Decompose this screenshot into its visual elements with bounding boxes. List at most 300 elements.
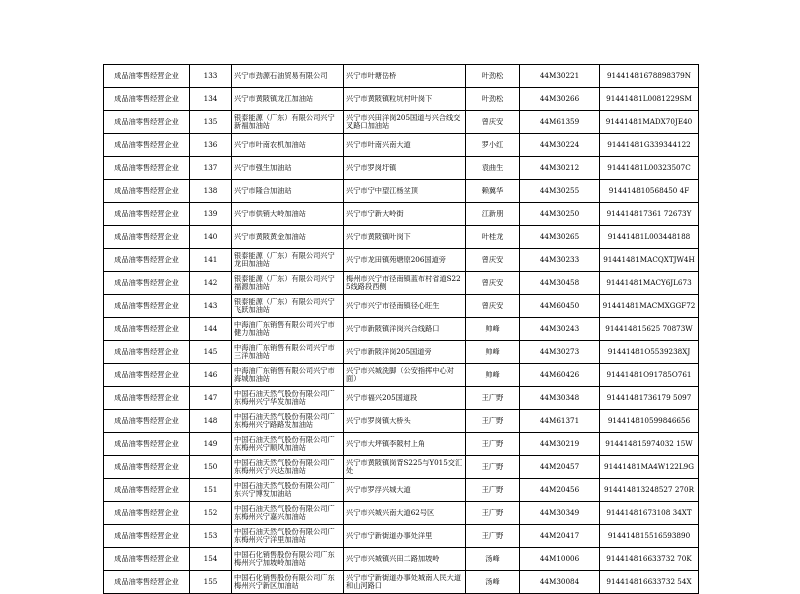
address-cell [344,226,466,249]
license-cell [520,341,600,364]
address-cell [344,387,466,410]
license-cell [520,134,600,157]
category-text: 成品油零售经营企业 [114,371,179,379]
person-text: 王广野 [481,417,504,425]
person-text: 王广野 [481,440,504,448]
person-text: 王广野 [481,509,504,517]
credit-code-text: 914414815974032 15W [605,440,693,448]
index-text: 147 [203,394,218,402]
license-text: 44M30348 [539,394,580,402]
company-name-cell [232,157,344,180]
company-name-cell [232,65,344,88]
category-text: 成品油零售经营企业 [114,210,179,218]
credit-code-text: 914414816633732 70K [606,555,692,563]
address-text: 兴宁市罗岗镇大桥头 [346,417,411,425]
company-name-text: 中海油广东销售有限公司兴宁市海城加油站 [234,367,335,383]
company-name-text: 兴宁市劲源石油贸易有限公司 [234,72,328,80]
company-name-cell [232,525,344,548]
address-text: 兴宁市罗岗圩镇 [346,164,397,172]
table-row [104,548,699,571]
license-text: 44M30224 [539,141,580,149]
table-row [104,203,699,226]
credit-code-cell [600,525,699,548]
category-text: 成品油零售经营企业 [114,279,179,287]
license-cell [520,226,600,249]
index-cell [190,249,232,272]
credit-code-cell [600,203,699,226]
license-text: 44M10006 [539,555,580,563]
person-cell [466,479,520,502]
company-name-text: 银泰能源（广东）有限公司兴宁龙田加油站 [234,252,335,268]
address-text: 兴宁市兴城兴南大道62号区 [346,509,435,517]
company-name-cell [232,318,344,341]
category-cell [104,134,190,157]
credit-code-cell [600,341,699,364]
address-text: 兴宁市黄陂镇粒坑村叶岗下 [346,95,433,103]
address-cell [344,571,466,594]
category-cell [104,548,190,571]
credit-code-cell [600,364,699,387]
index-text: 145 [203,348,218,356]
person-cell [466,65,520,88]
category-cell [104,157,190,180]
credit-code-cell [600,249,699,272]
category-text: 成品油零售经营企业 [114,187,179,195]
index-text: 143 [203,302,218,310]
credit-code-text: 91441481678898379N [606,72,692,80]
address-text: 兴宁市叶南兴南大道 [346,141,411,149]
license-text: 44M30265 [539,233,580,241]
person-text: 帅峰 [485,325,500,333]
address-cell [344,502,466,525]
credit-code-text: 91441481MACMXGGF72 [602,302,696,310]
table-row [104,433,699,456]
company-name-cell [232,203,344,226]
license-cell [520,387,600,410]
address-text: 兴宁市宁新街道办事处洋里 [346,532,433,540]
credit-code-text: 914414810599846656 [607,417,691,425]
index-text: 149 [203,440,218,448]
license-text: 44M30233 [539,256,580,264]
category-cell [104,88,190,111]
address-text: 兴宁市龙田镇苑塘原206国道旁 [346,256,446,264]
license-cell [520,456,600,479]
credit-code-cell [600,479,699,502]
company-name-text: 中海油广东销售有限公司兴宁市三洋加油站 [234,344,335,360]
license-cell [520,502,600,525]
license-cell [520,180,600,203]
person-cell [466,525,520,548]
category-text: 成品油零售经营企业 [114,532,179,540]
license-cell [520,410,600,433]
index-text: 142 [203,279,218,287]
company-name-text: 中国石油天然气股份有限公司广东梅州兴宁路路发加油站 [234,413,335,429]
person-text: 江新朋 [481,210,504,218]
credit-code-text: 91441481MADX70JE40 [605,118,693,126]
company-name-cell [232,548,344,571]
index-cell [190,226,232,249]
license-text: 44M20456 [539,486,580,494]
person-text: 王广野 [481,532,504,540]
company-name-cell [232,479,344,502]
company-name-text: 兴宁市隆合加油站 [234,187,292,195]
category-cell [104,387,190,410]
category-text: 成品油零售经营企业 [114,325,179,333]
license-cell [520,548,600,571]
credit-code-text: 914414813248527 270R [603,486,694,494]
address-cell [344,65,466,88]
table-row [104,318,699,341]
index-text: 148 [203,417,218,425]
address-text: 兴宁市兴田洋岗205国道与兴合线交叉路口加油站 [346,114,461,130]
credit-code-cell [600,456,699,479]
company-name-cell [232,433,344,456]
address-cell [344,341,466,364]
index-cell [190,134,232,157]
person-cell [466,364,520,387]
table-row [104,571,699,594]
address-text: 兴宁市宁中望江杨坌顶 [346,187,418,195]
index-text: 138 [203,187,218,195]
license-text: 44M30458 [539,279,580,287]
category-cell [104,318,190,341]
address-cell [344,111,466,134]
category-cell [104,203,190,226]
company-name-text: 中国石油天然气股份有限公司广东梅州兴宁华发加油站 [234,390,335,406]
person-cell [466,111,520,134]
index-cell [190,364,232,387]
license-text: 44M30266 [539,95,580,103]
credit-code-text: 91441481O91785O761 [606,371,692,379]
license-text: 44M30243 [539,325,580,333]
table-row [104,157,699,180]
person-text: 叶劲松 [481,95,504,103]
index-cell [190,548,232,571]
company-name-text: 中海油广东销售有限公司兴宁市健力加油站 [234,321,335,337]
category-text: 成品油零售经营企业 [114,164,179,172]
credit-code-cell [600,571,699,594]
category-cell [104,180,190,203]
credit-code-cell [600,433,699,456]
person-cell [466,433,520,456]
credit-code-cell [600,157,699,180]
address-cell [344,134,466,157]
license-cell [520,479,600,502]
credit-code-cell [600,295,699,318]
credit-code-text: 91441481736179 5097 [606,394,692,402]
license-cell [520,111,600,134]
category-cell [104,226,190,249]
address-text: 兴宁市新陂洋岗205国道旁 [346,348,432,356]
credit-code-cell [600,134,699,157]
index-cell [190,318,232,341]
address-cell [344,180,466,203]
category-cell [104,410,190,433]
index-cell [190,433,232,456]
index-cell [190,456,232,479]
license-text: 44M30273 [539,348,580,356]
person-cell [466,502,520,525]
address-cell [344,272,466,295]
company-name-cell [232,341,344,364]
license-text: 44M20417 [539,532,580,540]
index-text: 153 [203,532,218,540]
person-text: 帅峰 [485,371,500,379]
category-cell [104,249,190,272]
person-text: 叶劲松 [481,72,504,80]
company-name-cell [232,111,344,134]
credit-code-text: 91441481L003448188 [607,233,691,241]
credit-code-text: 91441481L0081229SM [606,95,692,103]
category-text: 成品油零售经营企业 [114,463,179,471]
person-text: 曾庆安 [481,256,504,264]
address-cell [344,456,466,479]
index-text: 150 [203,463,218,471]
person-cell [466,134,520,157]
credit-code-cell [600,226,699,249]
index-text: 146 [203,371,218,379]
person-cell [466,456,520,479]
license-text: 44M30250 [539,210,580,218]
credit-code-cell [600,65,699,88]
license-cell [520,157,600,180]
company-name-cell [232,295,344,318]
table-row [104,341,699,364]
credit-code-text: 91441481MACQXTJW4H [603,256,695,264]
table-row [104,410,699,433]
license-cell [520,571,600,594]
person-text: 赖冀华 [481,187,504,195]
company-name-text: 银泰能源（广东）有限公司兴宁飞跃加油站 [234,298,335,314]
address-text: 兴宁市叶塘岳桥 [346,72,397,80]
category-cell [104,456,190,479]
address-cell [344,203,466,226]
company-name-text: 中国石油天然气股份有限公司广东兴宁博发加油站 [234,482,335,498]
category-text: 成品油零售经营企业 [114,555,179,563]
credit-code-cell [600,548,699,571]
person-text: 叶桂龙 [481,233,504,241]
address-cell [344,548,466,571]
credit-code-cell [600,180,699,203]
credit-code-cell [600,272,699,295]
license-cell [520,364,600,387]
address-text: 兴宁市大坪镇李陂村上角 [346,440,426,448]
category-cell [104,502,190,525]
person-text: 汤峰 [485,578,500,586]
category-text: 成品油零售经营企业 [114,141,179,149]
category-text: 成品油零售经营企业 [114,302,179,310]
credit-code-cell [600,111,699,134]
credit-code-text: 91441481MACY6JL673 [606,279,692,287]
person-text: 曾庆安 [481,302,504,310]
company-name-text: 中国石油天然气股份有限公司广东梅州兴宁洋里加油站 [234,528,335,544]
person-cell [466,410,520,433]
category-cell [104,571,190,594]
address-text: 梅州市兴宁市径南镇蓝布村省道S225线路段西侧 [346,275,461,291]
index-text: 137 [203,164,218,172]
category-text: 成品油零售经营企业 [114,440,179,448]
index-text: 134 [203,95,218,103]
category-text: 成品油零售经营企业 [114,72,179,80]
credit-code-cell [600,387,699,410]
credit-code-text: 91441481MA4W122L9G [604,463,694,471]
address-text: 兴宁市兴宁市径南镇径心旺生 [346,302,440,310]
person-cell [466,157,520,180]
company-name-cell [232,456,344,479]
person-cell [466,203,520,226]
category-text: 成品油零售经营企业 [114,417,179,425]
index-text: 135 [203,118,218,126]
person-text: 王广野 [481,394,504,402]
category-cell [104,295,190,318]
person-text: 王广野 [481,463,504,471]
category-text: 成品油零售经营企业 [114,118,179,126]
index-cell [190,88,232,111]
index-text: 151 [203,486,218,494]
person-cell [466,226,520,249]
person-text: 袁曲生 [481,164,504,172]
credit-code-cell [600,318,699,341]
company-name-cell [232,387,344,410]
company-name-text: 中国石油天然气股份有限公司广东梅州兴宁嘉兴加油站 [234,505,335,521]
company-name-text: 中国石化销售股份有限公司广东梅州兴宁新区加油站 [234,574,335,590]
license-cell [520,295,600,318]
category-cell [104,111,190,134]
index-text: 141 [203,256,218,264]
credit-code-cell [600,88,699,111]
category-cell [104,479,190,502]
license-text: 44M60426 [539,371,580,379]
index-cell [190,571,232,594]
table-row [104,272,699,295]
index-cell [190,272,232,295]
category-text: 成品油零售经营企业 [114,394,179,402]
license-text: 44M30255 [539,187,580,195]
company-name-text: 兴宁市强生加油站 [234,164,292,172]
category-cell [104,433,190,456]
company-name-cell [232,180,344,203]
credit-code-text: 914414810568450 4F [608,187,690,195]
person-cell [466,180,520,203]
person-text: 帅峰 [485,348,500,356]
company-name-text: 兴宁市叶南农机加油站 [234,141,306,149]
address-cell [344,479,466,502]
company-name-text: 兴宁市供销大岭加油站 [234,210,306,218]
category-text: 成品油零售经营企业 [114,233,179,241]
address-text: 兴宁市罗浮兴城大道 [346,486,411,494]
license-cell [520,433,600,456]
license-text: 44M30349 [539,509,580,517]
credit-code-text: 91441481G339344122 [607,141,691,149]
index-text: 139 [203,210,218,218]
index-cell [190,502,232,525]
credit-code-cell [600,502,699,525]
category-text: 成品油零售经营企业 [114,578,179,586]
person-cell [466,249,520,272]
company-name-cell [232,364,344,387]
category-text: 成品油零售经营企业 [114,348,179,356]
license-text: 44M30212 [539,164,580,172]
person-cell [466,295,520,318]
person-cell [466,88,520,111]
person-cell [466,318,520,341]
license-text: 44M20457 [539,463,580,471]
address-text: 兴宁市新陂镇洋岗兴合线路口 [346,325,440,333]
index-cell [190,295,232,318]
credit-code-text: 91441481O5539238XJ [607,348,691,356]
category-cell [104,364,190,387]
table-row [104,502,699,525]
index-cell [190,180,232,203]
index-text: 136 [203,141,218,149]
category-cell [104,341,190,364]
credit-code-text: 91441481L00323507C [607,164,691,172]
credit-code-text: 914414815625 70873W [605,325,693,333]
credit-code-text: 91441481673108 34XT [606,509,692,517]
license-text: 44M60450 [539,302,580,310]
person-text: 王广野 [481,486,504,494]
address-text: 兴宁市黄陂镇岗背S225与Y015交汇处 [346,459,463,475]
license-text: 44M30084 [539,578,580,586]
category-cell [104,65,190,88]
person-cell [466,571,520,594]
address-cell [344,318,466,341]
credit-code-text: 914414816633732 54X [606,578,692,586]
table-row [104,525,699,548]
table-row [104,226,699,249]
person-cell [466,341,520,364]
company-name-text: 中国石油天然气股份有限公司广东梅州兴宁顺风加油站 [234,436,335,452]
address-text: 兴宁市宁新街道办事处城南人民大道和山河路口 [346,574,462,590]
address-text: 兴宁市福兴205国道段 [346,394,418,402]
company-name-text: 兴宁市黄陂黄金加油站 [234,233,306,241]
address-text: 兴宁市黄陂镇叶岗下 [346,233,411,241]
index-cell [190,479,232,502]
company-name-cell [232,134,344,157]
company-name-text: 中国石油天然气股份有限公司广东梅州兴宁兴达加油站 [234,459,335,475]
license-cell [520,65,600,88]
table-row [104,364,699,387]
index-text: 154 [203,555,218,563]
index-cell [190,111,232,134]
table-row [104,295,699,318]
company-name-text: 中国石化销售股份有限公司广东梅州兴宁加坡岭加油站 [234,551,335,567]
license-cell [520,88,600,111]
company-name-cell [232,88,344,111]
license-text: 44M61371 [539,417,580,425]
category-text: 成品油零售经营企业 [114,486,179,494]
table-row [104,65,699,88]
table-row [104,134,699,157]
table-body [104,65,699,594]
table-row [104,479,699,502]
index-cell [190,387,232,410]
index-cell [190,525,232,548]
category-text: 成品油零售经营企业 [114,509,179,517]
company-name-cell [232,226,344,249]
company-name-text: 兴宁市黄陂镇龙江加油站 [234,95,314,103]
license-text: 44M30219 [539,440,580,448]
enterprise-table [103,64,699,594]
license-cell [520,272,600,295]
address-cell [344,410,466,433]
company-name-cell [232,502,344,525]
address-cell [344,157,466,180]
license-text: 44M30221 [539,72,580,80]
category-cell [104,525,190,548]
company-name-text: 银泰能源（广东）有限公司兴宁福源加油站 [234,275,335,291]
table-row [104,387,699,410]
